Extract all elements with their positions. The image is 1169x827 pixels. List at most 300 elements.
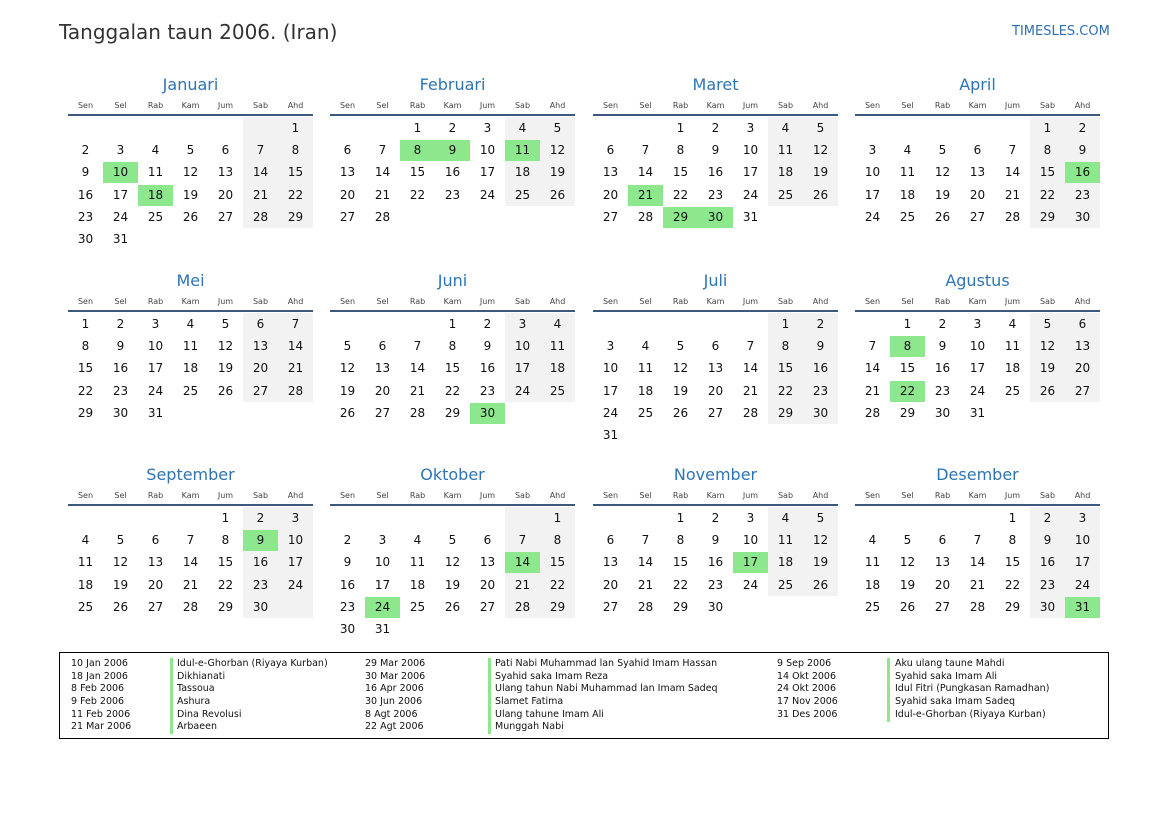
day-cell[interactable]: 23 [1074, 187, 1091, 202]
day-cell[interactable]: 2 [116, 317, 125, 331]
day-cell[interactable]: 4 [518, 121, 527, 135]
day-cell[interactable]: 24 [969, 383, 986, 398]
day-cell[interactable]: 20 [374, 383, 391, 398]
day-cell[interactable]: 27 [934, 599, 951, 614]
day-cell[interactable]: 18 [899, 187, 916, 202]
day-cell[interactable]: 18 [514, 165, 531, 180]
day-cell[interactable]: 15 [1039, 165, 1056, 180]
day-cell[interactable]: 22 [287, 187, 304, 202]
day-cell[interactable]: 28 [514, 599, 531, 614]
day-cell[interactable]: 9 [938, 339, 947, 354]
day-cell[interactable]: 3 [868, 143, 877, 158]
day-cell[interactable]: 1 [676, 121, 685, 135]
day-cell[interactable]: 24 [1074, 577, 1091, 592]
day-cell[interactable]: 8 [676, 533, 685, 548]
day-cell[interactable]: 24 [147, 383, 164, 398]
day-cell[interactable]: 28 [287, 383, 304, 398]
day-cell[interactable]: 13 [252, 339, 269, 354]
day-cell[interactable]: 10 [147, 339, 164, 354]
day-cell[interactable]: 1 [1043, 121, 1052, 135]
day-cell[interactable]: 2 [938, 317, 947, 331]
day-cell[interactable]: 2 [816, 317, 825, 331]
day-cell[interactable]: 11 [182, 339, 199, 354]
day-cell[interactable]: 19 [444, 577, 461, 592]
day-cell[interactable]: 6 [343, 143, 352, 158]
day-cell[interactable]: 19 [934, 187, 951, 202]
holiday-day-cell[interactable]: 8 [400, 140, 435, 161]
day-cell[interactable]: 7 [256, 143, 265, 158]
day-cell[interactable]: 5 [816, 511, 825, 525]
day-cell[interactable]: 2 [256, 511, 265, 525]
day-cell[interactable]: 27 [479, 599, 496, 614]
day-cell[interactable]: 27 [969, 209, 986, 224]
day-cell[interactable]: 14 [409, 361, 426, 376]
day-cell[interactable]: 9 [711, 143, 720, 158]
day-cell[interactable]: 28 [864, 405, 881, 420]
day-cell[interactable]: 14 [742, 361, 759, 376]
day-cell[interactable]: 29 [1039, 209, 1056, 224]
day-cell[interactable]: 7 [186, 533, 195, 548]
day-cell[interactable]: 6 [938, 533, 947, 548]
day-cell[interactable]: 23 [252, 577, 269, 592]
day-cell[interactable]: 12 [549, 143, 566, 158]
day-cell[interactable]: 25 [77, 599, 94, 614]
day-cell[interactable]: 21 [742, 383, 759, 398]
day-cell[interactable]: 23 [707, 577, 724, 592]
day-cell[interactable]: 10 [287, 533, 304, 548]
day-cell[interactable]: 6 [483, 533, 492, 548]
day-cell[interactable]: 17 [864, 187, 881, 202]
day-cell[interactable]: 14 [374, 165, 391, 180]
day-cell[interactable]: 12 [182, 165, 199, 180]
day-cell[interactable]: 26 [812, 187, 829, 202]
day-cell[interactable]: 22 [77, 383, 94, 398]
day-cell[interactable]: 31 [742, 209, 759, 224]
day-cell[interactable]: 15 [217, 555, 234, 570]
holiday-day-cell[interactable]: 30 [698, 207, 733, 228]
day-cell[interactable]: 17 [602, 383, 619, 398]
day-cell[interactable]: 25 [637, 405, 654, 420]
day-cell[interactable]: 5 [1043, 317, 1052, 331]
day-cell[interactable]: 3 [518, 317, 527, 331]
day-cell[interactable]: 8 [1008, 533, 1017, 548]
day-cell[interactable]: 3 [151, 317, 160, 331]
day-cell[interactable]: 18 [1004, 361, 1021, 376]
day-cell[interactable]: 17 [1074, 555, 1091, 570]
day-cell[interactable]: 14 [637, 555, 654, 570]
day-cell[interactable]: 8 [676, 143, 685, 158]
day-cell[interactable]: 13 [479, 555, 496, 570]
day-cell[interactable]: 7 [641, 533, 650, 548]
day-cell[interactable]: 19 [812, 165, 829, 180]
day-cell[interactable]: 12 [1039, 339, 1056, 354]
day-cell[interactable]: 14 [969, 555, 986, 570]
day-cell[interactable]: 2 [711, 121, 720, 135]
day-cell[interactable]: 17 [969, 361, 986, 376]
day-cell[interactable]: 18 [77, 577, 94, 592]
day-cell[interactable]: 8 [781, 339, 790, 354]
day-cell[interactable]: 22 [1004, 577, 1021, 592]
day-cell[interactable]: 16 [444, 165, 461, 180]
holiday-day-cell[interactable]: 16 [1065, 162, 1100, 183]
day-cell[interactable]: 11 [1004, 339, 1021, 354]
day-cell[interactable]: 28 [182, 599, 199, 614]
day-cell[interactable]: 24 [742, 577, 759, 592]
day-cell[interactable]: 23 [1039, 577, 1056, 592]
day-cell[interactable]: 21 [252, 187, 269, 202]
day-cell[interactable]: 25 [147, 209, 164, 224]
day-cell[interactable]: 13 [147, 555, 164, 570]
day-cell[interactable]: 7 [413, 339, 422, 354]
day-cell[interactable]: 2 [483, 317, 492, 331]
day-cell[interactable]: 20 [252, 361, 269, 376]
day-cell[interactable]: 18 [777, 165, 794, 180]
day-cell[interactable]: 6 [151, 533, 160, 548]
day-cell[interactable]: 19 [112, 577, 129, 592]
day-cell[interactable]: 13 [934, 555, 951, 570]
day-cell[interactable]: 18 [864, 577, 881, 592]
day-cell[interactable]: 31 [112, 232, 129, 246]
day-cell[interactable]: 31 [602, 428, 619, 442]
day-cell[interactable]: 20 [479, 577, 496, 592]
day-cell[interactable]: 25 [514, 187, 531, 202]
day-cell[interactable]: 5 [816, 121, 825, 135]
day-cell[interactable]: 5 [186, 143, 195, 158]
day-cell[interactable]: 21 [287, 361, 304, 376]
day-cell[interactable]: 25 [1004, 383, 1021, 398]
day-cell[interactable]: 17 [374, 577, 391, 592]
day-cell[interactable]: 4 [81, 533, 90, 548]
day-cell[interactable]: 10 [514, 339, 531, 354]
day-cell[interactable]: 21 [182, 577, 199, 592]
day-cell[interactable]: 5 [938, 143, 947, 158]
day-cell[interactable]: 25 [777, 577, 794, 592]
day-cell[interactable]: 19 [812, 555, 829, 570]
day-cell[interactable]: 24 [112, 209, 129, 224]
day-cell[interactable]: 21 [374, 187, 391, 202]
day-cell[interactable]: 28 [969, 599, 986, 614]
day-cell[interactable]: 13 [602, 165, 619, 180]
holiday-day-cell[interactable]: 22 [890, 381, 925, 402]
day-cell[interactable]: 11 [637, 361, 654, 376]
day-cell[interactable]: 11 [77, 555, 94, 570]
day-cell[interactable]: 14 [182, 555, 199, 570]
day-cell[interactable]: 26 [112, 599, 129, 614]
day-cell[interactable]: 4 [641, 339, 650, 354]
day-cell[interactable]: 23 [444, 187, 461, 202]
holiday-day-cell[interactable]: 11 [505, 140, 540, 161]
day-cell[interactable]: 12 [899, 555, 916, 570]
day-cell[interactable]: 14 [252, 165, 269, 180]
day-cell[interactable]: 24 [287, 577, 304, 592]
day-cell[interactable]: 8 [1043, 143, 1052, 158]
holiday-day-cell[interactable]: 9 [243, 530, 278, 551]
day-cell[interactable]: 12 [934, 165, 951, 180]
day-cell[interactable]: 11 [549, 339, 566, 354]
day-cell[interactable]: 16 [812, 361, 829, 376]
day-cell[interactable]: 20 [217, 187, 234, 202]
day-cell[interactable]: 16 [707, 555, 724, 570]
day-cell[interactable]: 31 [147, 405, 164, 420]
day-cell[interactable]: 4 [553, 317, 562, 331]
day-cell[interactable]: 29 [899, 405, 916, 420]
day-cell[interactable]: 20 [1074, 361, 1091, 376]
day-cell[interactable]: 28 [637, 599, 654, 614]
day-cell[interactable]: 30 [339, 622, 356, 636]
day-cell[interactable]: 4 [413, 533, 422, 548]
day-cell[interactable]: 31 [374, 622, 391, 636]
day-cell[interactable]: 25 [864, 599, 881, 614]
day-cell[interactable]: 15 [672, 165, 689, 180]
day-cell[interactable]: 29 [549, 599, 566, 614]
day-cell[interactable]: 11 [147, 165, 164, 180]
day-cell[interactable]: 17 [147, 361, 164, 376]
day-cell[interactable]: 1 [1008, 511, 1017, 525]
day-cell[interactable]: 4 [903, 143, 912, 158]
day-cell[interactable]: 27 [602, 599, 619, 614]
day-cell[interactable]: 28 [252, 209, 269, 224]
day-cell[interactable]: 5 [903, 533, 912, 548]
day-cell[interactable]: 19 [899, 577, 916, 592]
day-cell[interactable]: 24 [864, 209, 881, 224]
day-cell[interactable]: 30 [707, 599, 724, 614]
day-cell[interactable]: 30 [934, 405, 951, 420]
day-cell[interactable]: 15 [672, 555, 689, 570]
day-cell[interactable]: 26 [1039, 383, 1056, 398]
day-cell[interactable]: 15 [777, 361, 794, 376]
day-cell[interactable]: 7 [378, 143, 387, 158]
day-cell[interactable]: 21 [637, 577, 654, 592]
day-cell[interactable]: 6 [221, 143, 230, 158]
day-cell[interactable]: 18 [637, 383, 654, 398]
day-cell[interactable]: 6 [606, 533, 615, 548]
day-cell[interactable]: 20 [602, 187, 619, 202]
day-cell[interactable]: 18 [409, 577, 426, 592]
day-cell[interactable]: 11 [777, 143, 794, 158]
day-cell[interactable]: 5 [553, 121, 562, 135]
day-cell[interactable]: 26 [217, 383, 234, 398]
day-cell[interactable]: 10 [864, 165, 881, 180]
day-cell[interactable]: 16 [707, 165, 724, 180]
day-cell[interactable]: 10 [969, 339, 986, 354]
day-cell[interactable]: 8 [448, 339, 457, 354]
day-cell[interactable]: 31 [969, 405, 986, 420]
day-cell[interactable]: 29 [1004, 599, 1021, 614]
day-cell[interactable]: 3 [291, 511, 300, 525]
day-cell[interactable]: 3 [378, 533, 387, 548]
day-cell[interactable]: 23 [339, 599, 356, 614]
day-cell[interactable]: 30 [812, 405, 829, 420]
day-cell[interactable]: 5 [221, 317, 230, 331]
day-cell[interactable]: 15 [549, 555, 566, 570]
day-cell[interactable]: 5 [676, 339, 685, 354]
day-cell[interactable]: 4 [781, 121, 790, 135]
day-cell[interactable]: 16 [1039, 555, 1056, 570]
day-cell[interactable]: 7 [973, 533, 982, 548]
day-cell[interactable]: 16 [252, 555, 269, 570]
day-cell[interactable]: 27 [602, 209, 619, 224]
day-cell[interactable]: 6 [256, 317, 265, 331]
day-cell[interactable]: 28 [637, 209, 654, 224]
day-cell[interactable]: 25 [549, 383, 566, 398]
day-cell[interactable]: 11 [899, 165, 916, 180]
day-cell[interactable]: 1 [81, 317, 90, 331]
day-cell[interactable]: 12 [444, 555, 461, 570]
day-cell[interactable]: 29 [777, 405, 794, 420]
day-cell[interactable]: 21 [969, 577, 986, 592]
holiday-day-cell[interactable]: 24 [365, 597, 400, 618]
day-cell[interactable]: 26 [899, 599, 916, 614]
day-cell[interactable]: 28 [409, 405, 426, 420]
day-cell[interactable]: 7 [746, 339, 755, 354]
day-cell[interactable]: 26 [672, 405, 689, 420]
day-cell[interactable]: 13 [707, 361, 724, 376]
day-cell[interactable]: 6 [711, 339, 720, 354]
day-cell[interactable]: 1 [781, 317, 790, 331]
day-cell[interactable]: 26 [339, 405, 356, 420]
day-cell[interactable]: 24 [602, 405, 619, 420]
day-cell[interactable]: 5 [343, 339, 352, 354]
day-cell[interactable]: 10 [479, 143, 496, 158]
day-cell[interactable]: 5 [116, 533, 125, 548]
day-cell[interactable]: 7 [868, 339, 877, 354]
day-cell[interactable]: 2 [1078, 121, 1087, 135]
day-cell[interactable]: 30 [1074, 209, 1091, 224]
holiday-day-cell[interactable]: 18 [138, 185, 173, 206]
day-cell[interactable]: 13 [339, 165, 356, 180]
day-cell[interactable]: 7 [1008, 143, 1017, 158]
day-cell[interactable]: 27 [707, 405, 724, 420]
day-cell[interactable]: 2 [343, 533, 352, 548]
day-cell[interactable]: 6 [378, 339, 387, 354]
day-cell[interactable]: 22 [672, 187, 689, 202]
day-cell[interactable]: 21 [514, 577, 531, 592]
site-link[interactable]: TIMESLES.COM [1012, 24, 1110, 39]
day-cell[interactable]: 29 [77, 405, 94, 420]
day-cell[interactable]: 1 [291, 121, 300, 135]
day-cell[interactable]: 25 [182, 383, 199, 398]
day-cell[interactable]: 24 [514, 383, 531, 398]
day-cell[interactable]: 30 [77, 232, 94, 246]
day-cell[interactable]: 25 [777, 187, 794, 202]
day-cell[interactable]: 27 [217, 209, 234, 224]
day-cell[interactable]: 1 [221, 511, 230, 525]
day-cell[interactable]: 18 [777, 555, 794, 570]
day-cell[interactable]: 21 [1004, 187, 1021, 202]
day-cell[interactable]: 12 [812, 533, 829, 548]
day-cell[interactable]: 24 [479, 187, 496, 202]
day-cell[interactable]: 17 [514, 361, 531, 376]
day-cell[interactable]: 9 [816, 339, 825, 354]
day-cell[interactable]: 24 [742, 187, 759, 202]
day-cell[interactable]: 30 [1039, 599, 1056, 614]
day-cell[interactable]: 6 [606, 143, 615, 158]
day-cell[interactable]: 20 [339, 187, 356, 202]
day-cell[interactable]: 13 [1074, 339, 1091, 354]
day-cell[interactable]: 2 [81, 143, 90, 158]
day-cell[interactable]: 29 [444, 405, 461, 420]
day-cell[interactable]: 4 [151, 143, 160, 158]
day-cell[interactable]: 16 [339, 577, 356, 592]
day-cell[interactable]: 23 [707, 187, 724, 202]
day-cell[interactable]: 25 [899, 209, 916, 224]
day-cell[interactable]: 19 [549, 165, 566, 180]
day-cell[interactable]: 19 [182, 187, 199, 202]
day-cell[interactable]: 22 [409, 187, 426, 202]
holiday-day-cell[interactable]: 21 [628, 185, 663, 206]
day-cell[interactable]: 9 [1043, 533, 1052, 548]
day-cell[interactable]: 16 [479, 361, 496, 376]
day-cell[interactable]: 15 [409, 165, 426, 180]
day-cell[interactable]: 10 [374, 555, 391, 570]
day-cell[interactable]: 13 [969, 165, 986, 180]
day-cell[interactable]: 15 [77, 361, 94, 376]
day-cell[interactable]: 3 [973, 317, 982, 331]
day-cell[interactable]: 30 [112, 405, 129, 420]
day-cell[interactable]: 26 [934, 209, 951, 224]
day-cell[interactable]: 3 [483, 121, 492, 135]
day-cell[interactable]: 9 [343, 555, 352, 570]
day-cell[interactable]: 19 [1039, 361, 1056, 376]
day-cell[interactable]: 9 [81, 165, 90, 180]
day-cell[interactable]: 17 [742, 165, 759, 180]
day-cell[interactable]: 8 [291, 143, 300, 158]
day-cell[interactable]: 6 [973, 143, 982, 158]
day-cell[interactable]: 17 [112, 187, 129, 202]
day-cell[interactable]: 27 [1074, 383, 1091, 398]
day-cell[interactable]: 26 [549, 187, 566, 202]
day-cell[interactable]: 21 [409, 383, 426, 398]
day-cell[interactable]: 25 [409, 599, 426, 614]
day-cell[interactable]: 12 [812, 143, 829, 158]
day-cell[interactable]: 27 [374, 405, 391, 420]
day-cell[interactable]: 9 [1078, 143, 1087, 158]
holiday-day-cell[interactable]: 31 [1065, 597, 1100, 618]
day-cell[interactable]: 4 [1008, 317, 1017, 331]
day-cell[interactable]: 3 [1078, 511, 1087, 525]
day-cell[interactable]: 1 [413, 121, 422, 135]
day-cell[interactable]: 11 [864, 555, 881, 570]
day-cell[interactable]: 20 [147, 577, 164, 592]
day-cell[interactable]: 10 [602, 361, 619, 376]
day-cell[interactable]: 13 [602, 555, 619, 570]
day-cell[interactable]: 23 [112, 383, 129, 398]
day-cell[interactable]: 11 [409, 555, 426, 570]
day-cell[interactable]: 15 [444, 361, 461, 376]
day-cell[interactable]: 26 [444, 599, 461, 614]
day-cell[interactable]: 26 [182, 209, 199, 224]
day-cell[interactable]: 12 [339, 361, 356, 376]
day-cell[interactable]: 22 [217, 577, 234, 592]
day-cell[interactable]: 18 [549, 361, 566, 376]
day-cell[interactable]: 7 [641, 143, 650, 158]
day-cell[interactable]: 14 [1004, 165, 1021, 180]
day-cell[interactable]: 16 [112, 361, 129, 376]
day-cell[interactable]: 29 [287, 209, 304, 224]
day-cell[interactable]: 28 [1004, 209, 1021, 224]
day-cell[interactable]: 3 [606, 339, 615, 354]
day-cell[interactable]: 23 [77, 209, 94, 224]
day-cell[interactable]: 10 [742, 533, 759, 548]
day-cell[interactable]: 8 [553, 533, 562, 548]
holiday-day-cell[interactable]: 14 [505, 552, 540, 573]
holiday-day-cell[interactable]: 17 [733, 552, 768, 573]
day-cell[interactable]: 28 [374, 209, 391, 224]
day-cell[interactable]: 1 [448, 317, 457, 331]
holiday-day-cell[interactable]: 29 [663, 207, 698, 228]
day-cell[interactable]: 5 [448, 533, 457, 548]
day-cell[interactable]: 18 [182, 361, 199, 376]
